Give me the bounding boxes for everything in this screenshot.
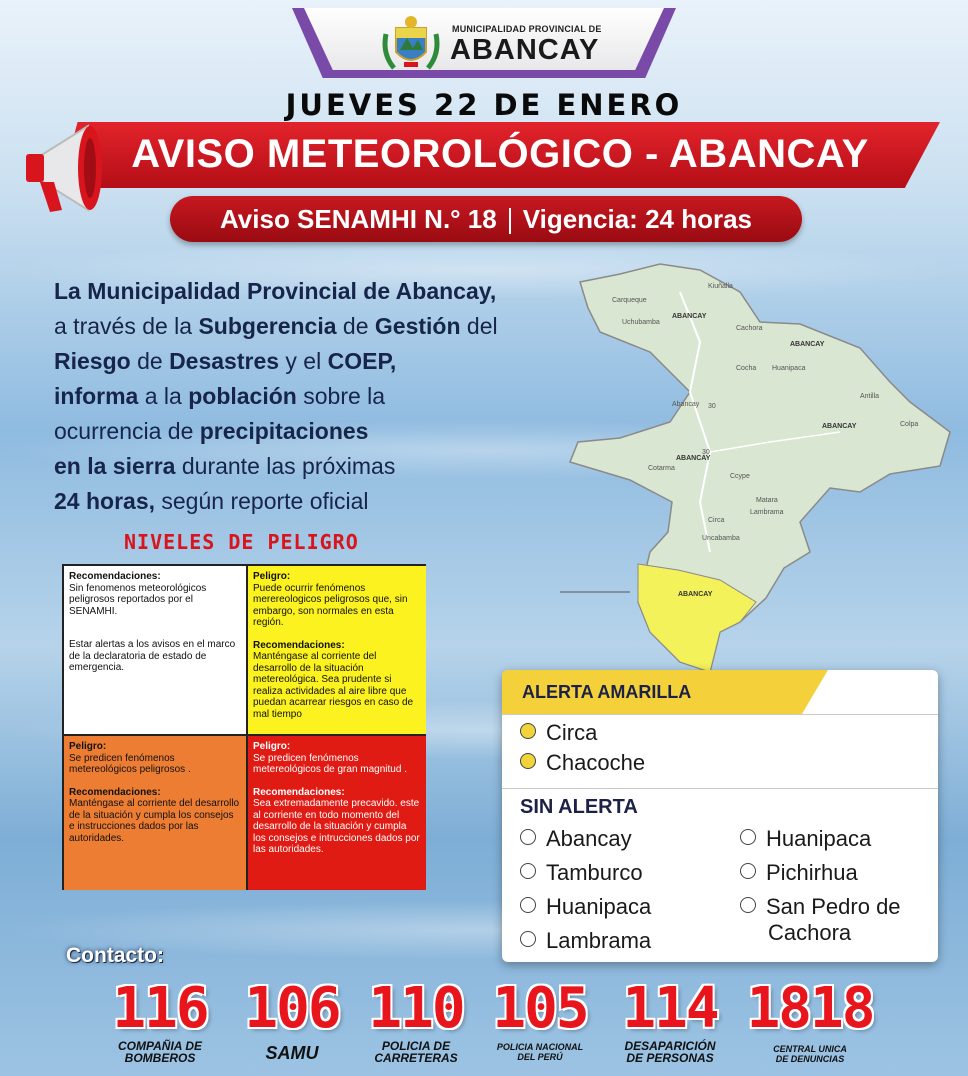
intro-text: 24 horas, — [54, 488, 155, 514]
yellow-dot-icon — [520, 723, 536, 739]
intro-text: del — [460, 313, 498, 339]
contact-name — [740, 1044, 880, 1064]
no-alert-item — [520, 860, 643, 886]
map-label: ABANCAY — [790, 341, 825, 348]
level-text: Manténgase al corriente del desarrollo de la situación y cumpla los consejos e instrucciones dados por las autoridades. — [69, 798, 240, 844]
map-label: Cachora — [736, 325, 763, 332]
contact-name — [90, 1040, 230, 1064]
contact-label: Contacto: — [66, 944, 164, 967]
intro-text: sobre la — [296, 383, 386, 409]
map-label: ABANCAY — [678, 591, 713, 598]
intro-line-1: La Municipalidad Provincial de Abancay, — [54, 278, 497, 304]
map-label: Lambrama — [750, 509, 784, 516]
yellow-alert-label: ALERTA AMARILLA — [522, 682, 692, 702]
contact-line: POLICIA NACIONAL — [496, 1042, 584, 1052]
date-heading: JUEVES 22 DE ENERO — [285, 88, 683, 122]
intro-text: Subgerencia — [198, 313, 337, 339]
level-yellow — [248, 566, 426, 734]
empty-dot-icon — [740, 897, 756, 913]
level-text: Sin fenomenos meteorológicos peligrosos reportados por el SENAMHI. — [69, 582, 207, 617]
contact-line: SAMU — [265, 1043, 319, 1063]
map-label: Huanipaca — [772, 365, 806, 372]
intro-text: en la sierra — [54, 453, 176, 479]
no-alert-item — [520, 826, 632, 852]
no-alert-label: SIN ALERTA — [520, 796, 638, 818]
phone-number[interactable]: 110 — [368, 976, 464, 1041]
danger-levels-table — [62, 564, 426, 890]
phone-number[interactable]: 116 — [112, 976, 208, 1041]
no-alert-item — [740, 894, 901, 920]
no-alert-item — [740, 860, 858, 886]
intro-text: durante las próximas — [175, 453, 396, 479]
level-red — [248, 736, 426, 890]
level-text: Sea extremadamente precavido. este al corriente en todo momento del desarrollo de la situación y cumpla los consejos e intrucciones dados por las autoridades. — [253, 798, 420, 855]
contact-line: CENTRAL UNICA — [773, 1044, 847, 1054]
level-text: Se predicen fenómenos metereológicos de gran magnitud . — [253, 752, 407, 775]
empty-dot-icon — [520, 863, 536, 879]
map-label: ABANCAY — [676, 455, 711, 462]
contact-line: BOMBEROS — [124, 1051, 196, 1065]
page-title: AVISO METEOROLÓGICO - ABANCAY — [131, 132, 869, 176]
no-alert-item — [520, 928, 651, 954]
muni-name: ABANCAY — [450, 34, 600, 66]
levels-title: NIVELES DE PELIGRO — [124, 530, 359, 554]
contact-name — [600, 1040, 740, 1064]
intro-text: Desastres — [169, 348, 280, 374]
intro-text: población — [188, 383, 297, 409]
district-name: Tamburco — [546, 860, 643, 885]
phone-number[interactable]: 105 — [492, 976, 588, 1041]
no-alert-item-continued: Cachora — [768, 920, 852, 945]
no-alert-item — [520, 894, 651, 920]
map-label: Colpa — [900, 421, 919, 428]
district-name: Lambrama — [546, 928, 652, 953]
intro-text: ocurrencia de — [54, 418, 200, 444]
map-label: Circa — [708, 517, 725, 524]
district-name: Chacoche — [546, 750, 646, 775]
vigencia: Vigencia: 24 horas — [522, 204, 753, 234]
intro-text: precipitaciones — [199, 418, 369, 444]
muni-subtitle: MUNICIPALIDAD PROVINCIAL DE — [452, 24, 602, 34]
megaphone-icon — [10, 112, 120, 222]
coat-of-arms-logo — [380, 14, 442, 74]
intro-text: de — [130, 348, 170, 374]
phone-number[interactable]: 106 — [244, 976, 340, 1041]
intro-text: según reporte oficial — [155, 488, 369, 514]
contact-name — [346, 1040, 486, 1064]
empty-dot-icon — [520, 829, 536, 845]
map-label: ABANCAY — [672, 313, 707, 320]
map-label: Matara — [756, 497, 778, 504]
level-heading: Peligro: — [253, 741, 291, 752]
phone-number[interactable]: 1818 — [746, 976, 874, 1041]
map-label: Cotarma — [648, 465, 675, 472]
contact-name — [470, 1042, 610, 1062]
level-heading: Recomendaciones: — [253, 786, 345, 798]
district-name: Circa — [546, 720, 598, 745]
district-name: Pichirhua — [766, 860, 858, 885]
map-road-marker: 30 — [708, 403, 716, 410]
divider — [502, 788, 938, 789]
district-name: Abancay — [546, 826, 632, 851]
intro-text: y el — [279, 348, 328, 374]
intro-text: Gestión — [374, 313, 461, 339]
intro-paragraph — [54, 274, 594, 519]
intro-text: de — [336, 313, 375, 339]
intro-text: COEP, — [327, 348, 397, 374]
no-alert-item — [740, 826, 871, 852]
intro-text: a la — [138, 383, 189, 409]
intro-text: Riesgo — [54, 348, 131, 374]
contact-line: POLICIA DE — [381, 1039, 451, 1053]
intro-text: informa — [54, 383, 139, 409]
map-label: Ccype — [730, 473, 750, 480]
map-label: Antilla — [860, 393, 880, 400]
district-name: Huanipaca — [546, 894, 652, 919]
level-white — [64, 566, 246, 734]
district-name: San Pedro de — [766, 894, 901, 919]
contact-line: DEL PERÚ — [517, 1052, 563, 1062]
level-text: Puede ocurrir fenómenos merereologicos peligrosos que, sin embargo, son normales en esta región. — [253, 582, 408, 628]
contact-line: DE DENUNCIAS — [775, 1054, 845, 1064]
district-name: Huanipaca — [766, 826, 872, 851]
subtitle — [170, 204, 802, 235]
contact-line: CARRETERAS — [374, 1051, 458, 1065]
contact-name — [222, 1044, 362, 1062]
map-road-marker: 30 — [702, 449, 710, 456]
yellow-alert-item — [520, 720, 597, 746]
level-heading: Peligro: — [253, 571, 291, 582]
map-label: Carqueque — [612, 297, 647, 304]
level-text: Estar alertas a los avisos en el marco de la declaratoria de estado de emergencia. — [69, 639, 236, 673]
map-label: Abancay — [672, 401, 700, 408]
map-label: ABANCAY — [822, 423, 857, 430]
empty-dot-icon — [520, 897, 536, 913]
contact-line: DE PERSONAS — [626, 1051, 714, 1065]
level-text: Manténgase al corriente del desarrollo de la situación metereológica. Sea prudente si realiza actividades al aire libre que puedan acarrear riesgos en caso de mal tiempo — [253, 651, 414, 720]
contact-line: COMPAÑIA DE — [118, 1039, 202, 1053]
contact-line: DESAPARICIÓN — [624, 1039, 716, 1053]
aviso-number: Aviso SENAMHI N.° 18 — [219, 204, 497, 234]
divider — [502, 714, 938, 715]
alerts-panel — [502, 670, 938, 962]
level-text: Se predicen fenómenos metereológicos peligrosos . — [69, 752, 191, 775]
level-heading: Recomendaciones: — [253, 639, 345, 651]
level-heading: Recomendaciones: — [69, 571, 161, 582]
yellow-alert-item — [520, 750, 645, 776]
empty-dot-icon — [740, 863, 756, 879]
empty-dot-icon — [520, 931, 536, 947]
map-label: Cocha — [736, 365, 757, 372]
map-label: Uchubamba — [622, 319, 660, 326]
level-heading: Peligro: — [69, 741, 107, 752]
intro-text: a través de la — [54, 313, 199, 339]
level-heading: Recomendaciones: — [69, 786, 161, 798]
phone-number[interactable]: 114 — [622, 976, 718, 1041]
map-label: Kiuñalla — [708, 283, 733, 290]
province-map — [560, 252, 960, 682]
yellow-dot-icon — [520, 753, 536, 769]
empty-dot-icon — [740, 829, 756, 845]
level-orange — [64, 736, 246, 890]
divider — [509, 208, 511, 234]
map-label: Uncabamba — [702, 535, 740, 542]
